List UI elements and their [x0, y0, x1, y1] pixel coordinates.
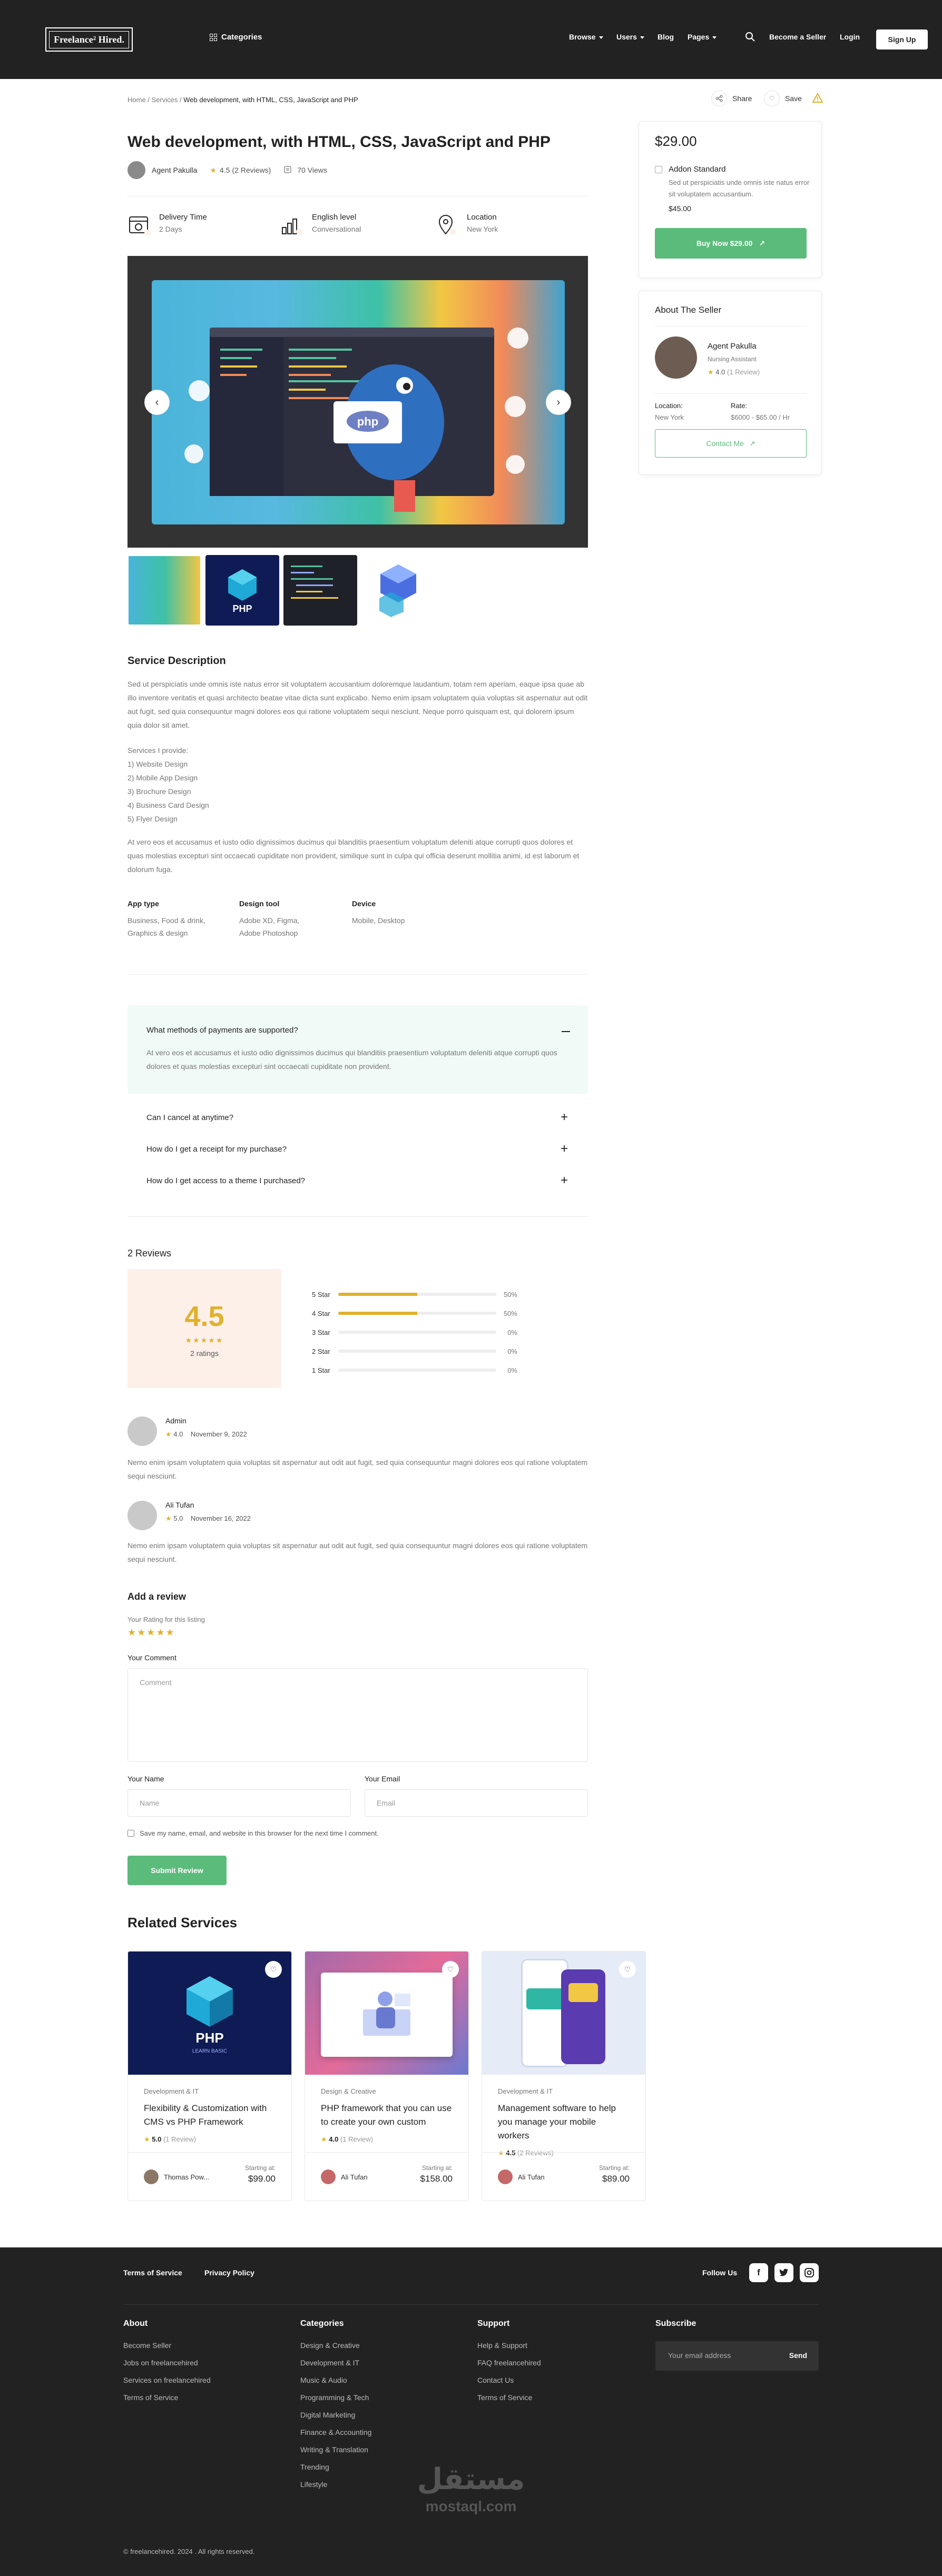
- footer-subscribe: Subscribe Your email address Send: [655, 2319, 819, 2371]
- comment-textarea[interactable]: Comment: [127, 1668, 588, 1762]
- categories-label: Categories: [221, 33, 262, 42]
- instagram-icon[interactable]: [800, 2263, 819, 2282]
- chevron-down-icon: [599, 36, 603, 39]
- feature-title: English level: [312, 213, 357, 222]
- comment-label: Your Comment: [127, 1653, 176, 1662]
- card-title[interactable]: Flexibility & Customization with CMS vs PHP Framework: [144, 2103, 267, 2127]
- footer-support: Support Help & Support FAQ freelancehired Contact Us Terms of Service: [477, 2319, 541, 2402]
- nav-pages[interactable]: Pages: [688, 33, 717, 41]
- watermark-text: mostaql.com: [425, 2498, 517, 2514]
- submit-review-button[interactable]: Submit Review: [127, 1856, 227, 1885]
- heart-icon[interactable]: ♡: [442, 1961, 459, 1978]
- card-seller: Thomas Pow...: [164, 2173, 209, 2181]
- price: $29.00: [655, 133, 697, 149]
- star-icon: ★: [708, 368, 714, 376]
- rating-count: 2 ratings: [190, 1349, 219, 1358]
- addon-title: Addon Standard: [669, 165, 726, 174]
- star-icon: ★: [165, 1514, 172, 1522]
- footer-privacy-link[interactable]: Privacy Policy: [204, 2268, 254, 2277]
- description-heading: Service Description: [127, 655, 226, 667]
- card-price: $89.00: [602, 2174, 630, 2184]
- seller-location: New York: [655, 413, 684, 421]
- follow-label: Follow Us: [702, 2268, 738, 2277]
- chevron-down-icon: [640, 36, 644, 39]
- categories-menu[interactable]: [210, 33, 262, 42]
- list-item: 1) Website Design: [127, 760, 188, 768]
- heart-icon: ♡: [764, 91, 780, 106]
- level-bars-icon: [280, 213, 303, 236]
- breadcrumb-current: Web development, with HTML, CSS, JavaScript and PHP: [183, 96, 358, 104]
- subscribe-form: [655, 2341, 819, 2371]
- location-pin-icon: [435, 213, 458, 236]
- buy-now-button[interactable]: Buy Now $29.00 ↗: [655, 228, 807, 259]
- arrow-up-right-icon: ↗: [759, 239, 766, 247]
- contact-me-button[interactable]: Contact Me ↗: [655, 429, 807, 458]
- footer-link[interactable]: Design & Creative: [300, 2341, 360, 2350]
- about-heading: About The Seller: [655, 305, 722, 315]
- star-icon: ★: [498, 2149, 504, 2157]
- service-card[interactable]: PHP LEARN BASIC ♡ Development & IT Flexibility & Customization with CMS vs PHP Framework ★ 5.0 (1 Review) Thomas Pow... Starting at: $99.00: [127, 1951, 292, 2201]
- footer-link[interactable]: Development & IT: [300, 2359, 360, 2367]
- list-item: 2) Mobile App Design: [127, 774, 198, 782]
- chevron-down-icon: [712, 36, 717, 39]
- faq-question[interactable]: What methods of payments are supported?: [146, 1026, 298, 1035]
- card-seller: Ali Tufan: [341, 2173, 368, 2181]
- review-text: Nemo enim ipsam voluptatem quia voluptas sit aspernatur aut odit aut fugit, sed quia consequuntur magni dolores eos qui ratione voluptatem sequi nesciunt.: [127, 1458, 588, 1480]
- logo-text: Freelance² Hired.: [49, 31, 129, 48]
- card-footer: Ali Tufan Starting at: $158.00: [305, 2152, 468, 2201]
- list-item: 3) Brochure Design: [127, 787, 191, 796]
- feature-english: [280, 213, 361, 236]
- become-seller-link[interactable]: Become a Seller: [769, 33, 827, 41]
- card-image-label: PHP: [195, 2030, 224, 2046]
- description-paragraph: Sed ut perspiciatis unde omnis iste natus error sit voluptatem accusantium doloremque laudantium, totam rem aperiam, eaque ipsa quae ab illo inventore veritatis et quasi architecto beatae vitae dicta sunt explicabo. Nemo enim ipsam voluptatem quia voluptas sit aspernatur aut odit aut fugit, sed quia consequuntur magni dolores eos qui ratione voluptatem sequi nesciunt. Neque porro quisquam est, qui dolorem ipsum quia dolor sit amet.: [127, 680, 588, 729]
- email-input[interactable]: Email: [365, 1789, 588, 1817]
- review-date: November 9, 2022: [190, 1430, 247, 1438]
- rating-bar-row: 3 Star 0%: [312, 1328, 517, 1336]
- footer-link[interactable]: Terms of Service: [477, 2393, 533, 2402]
- review-item: Ali Tufan ★ 5.0 November 16, 2022: [127, 1501, 251, 1530]
- php-label: php: [357, 415, 379, 428]
- footer-about: About Become Seller Jobs on freelancehired Services on freelancehired Terms of Service: [123, 2319, 211, 2402]
- avatar: [127, 1501, 157, 1530]
- login-link[interactable]: Login: [840, 33, 860, 41]
- save-label: Save: [785, 94, 802, 103]
- footer-link[interactable]: Finance & Accounting: [300, 2428, 372, 2436]
- footer-link[interactable]: Digital Marketing: [300, 2411, 356, 2419]
- avatar: [321, 2169, 336, 2184]
- share-action[interactable]: [711, 91, 752, 106]
- seller-rate: $6000 - $65.00 / Hr: [731, 413, 790, 421]
- gallery-thumb[interactable]: [127, 555, 201, 626]
- rating-bar-row: 2 Star 0%: [312, 1347, 517, 1355]
- plus-icon[interactable]: +: [561, 1173, 568, 1187]
- seller-avatar[interactable]: [655, 336, 697, 379]
- avatar: [127, 1416, 157, 1446]
- faq-question[interactable]: How do I get access to a theme I purchased?: [146, 1176, 306, 1185]
- rating-bar-fill: [338, 1293, 417, 1296]
- list-item: Services I provide:: [127, 746, 189, 755]
- rating-value: 4.5: [219, 166, 230, 174]
- rating-bar-row: 1 Star 0%: [312, 1366, 517, 1374]
- card-price: $158.00: [420, 2174, 453, 2184]
- star-icon: ★: [144, 2135, 150, 2143]
- star-icon: ★: [321, 2135, 327, 2143]
- rating-label: Your Rating for this listing: [127, 1616, 205, 1623]
- seller-avatar[interactable]: [127, 161, 145, 179]
- addon-option[interactable]: [655, 165, 811, 213]
- search-icon[interactable]: [745, 32, 755, 45]
- pricing-box: [639, 121, 822, 278]
- save-action[interactable]: [764, 91, 802, 106]
- reviewer-name: Ali Tufan: [165, 1501, 194, 1509]
- feature-delivery: [127, 213, 207, 236]
- nav-users[interactable]: Users: [616, 33, 644, 41]
- rating-summary: [127, 1269, 281, 1388]
- checkbox-label: Save my name, email, and website in this browser for the next time I comment.: [140, 1829, 379, 1837]
- feature-location: [435, 213, 498, 236]
- subscribe-send-button[interactable]: Send: [789, 2351, 807, 2360]
- gallery-next-button[interactable]: [546, 390, 571, 415]
- breadcrumb-home[interactable]: Home: [127, 96, 146, 104]
- breadcrumb: Home / Services / Web development, with HTML, CSS, JavaScript and PHP: [127, 96, 358, 104]
- review-text: Nemo enim ipsam voluptatem quia voluptas sit aspernatur aut odit aut fugit, sed quia consequuntur magni dolores eos qui ratione voluptatem sequi nesciunt.: [127, 1541, 588, 1563]
- minus-icon[interactable]: [562, 1031, 570, 1032]
- gallery-main-image: [152, 280, 565, 524]
- addon-price: $45.00: [669, 204, 691, 213]
- footer-link[interactable]: Become Seller: [123, 2341, 172, 2350]
- arrow-up-right-icon: ↗: [749, 439, 755, 448]
- rating-bar-fill: [338, 1312, 417, 1315]
- copyright: © freelancehired. 2024 . All rights reserved.: [123, 2548, 255, 2555]
- addon-text: Sed ut perspiciatis unde omnis iste natus error sit voluptatem accusantium.: [669, 179, 810, 198]
- spec-device: Device Mobile, Desktop: [352, 899, 405, 925]
- star-icon: ★: [210, 165, 217, 174]
- reviews-heading: 2 Reviews: [127, 1248, 172, 1259]
- avatar: [144, 2169, 159, 2184]
- card-price: $99.00: [248, 2174, 276, 2184]
- faq-question[interactable]: Can I cancel at anytime?: [146, 1113, 234, 1122]
- subscribe-email-input[interactable]: Your email address: [668, 2351, 731, 2360]
- email-label: Your Email: [365, 1775, 400, 1783]
- review-item: Admin ★ 4.0 November 9, 2022: [127, 1416, 247, 1446]
- php-cube-icon: [178, 1972, 241, 2030]
- site-header: [0, 0, 942, 79]
- avatar: [498, 2169, 513, 2184]
- feature-value: Conversational: [312, 225, 361, 233]
- footer-link[interactable]: Lifestyle: [300, 2480, 328, 2489]
- card-footer: Ali Tufan Starting at: $89.00: [482, 2152, 645, 2201]
- review-count: (2 Reviews): [232, 166, 271, 174]
- footer-link[interactable]: Services on freelancehired: [123, 2376, 211, 2384]
- share-icon: [711, 91, 727, 106]
- views-count: 70 Views: [297, 166, 327, 174]
- faq-question[interactable]: How do I get a receipt for my purchase?: [146, 1145, 287, 1154]
- divider: [127, 1216, 588, 1217]
- service-card[interactable]: ♡ Design & Creative PHP framework that you can use to create your own custom ★ 4.0 (1 Review) Ali Tufan Starting at: $158.00: [305, 1951, 469, 2201]
- checkbox[interactable]: [655, 166, 662, 173]
- rating-bar-row: 5 Star 50%: [312, 1290, 517, 1299]
- card-title[interactable]: Management software to help you manage your mobile workers: [498, 2103, 616, 2141]
- facebook-icon[interactable]: f: [749, 2263, 768, 2282]
- related-heading: Related Services: [127, 1915, 238, 1930]
- footer-categories: Categories Design & Creative Development & IT Music & Audio Programming & Tech Digital Marketing Finance & Accounting Writing & Translation Trending Lifestyle: [300, 2319, 372, 2489]
- service-title: Web development, with HTML, CSS, JavaScript and PHP: [127, 133, 551, 151]
- card-category: Design & Creative: [321, 2087, 376, 2095]
- gallery-thumb[interactable]: [205, 555, 279, 626]
- watermark-logo: مستقل: [417, 2462, 525, 2495]
- service-meta: [127, 161, 327, 179]
- about-seller-box: About The Seller Agent Pakulla Nursing Assistant ★ 4.0 (1 Review) Location: New York Rate: $6000 - $65.00 / Hr Contact Me ↗: [639, 291, 822, 475]
- grid-icon: [210, 34, 217, 41]
- site-footer: [0, 2247, 942, 2576]
- seller-role: Nursing Assistant: [708, 355, 757, 363]
- thumb-label: PHP: [232, 603, 252, 614]
- gallery-thumb[interactable]: [361, 555, 435, 626]
- seller-name[interactable]: Agent Pakulla: [152, 166, 198, 174]
- description-paragraph: At vero eos et accusamus et iusto odio dignissimos ducimus qui blanditiis praesentium voluptatum deleniti atque corrupti quos dolores et quas molestias excepturi sint occaecati cupiditate non provident, similique sunt in culpa qui officia deserunt mollitia animi, id est laborum et dolorum fuga.: [127, 838, 580, 874]
- name-label: Your Name: [127, 1775, 164, 1783]
- rating-bar-row: 4 Star 50%: [312, 1309, 517, 1317]
- footer-link[interactable]: Trending: [300, 2463, 329, 2471]
- card-category: Development & IT: [144, 2087, 199, 2095]
- divider: [127, 974, 588, 975]
- chevron-left-icon: ‹: [155, 396, 159, 408]
- signup-button[interactable]: Sign Up: [876, 29, 928, 49]
- heart-icon[interactable]: ♡: [619, 1961, 636, 1978]
- list-item: 4) Business Card Design: [127, 801, 209, 809]
- footer-link[interactable]: Music & Audio: [300, 2376, 347, 2384]
- feature-title: Delivery Time: [159, 213, 207, 222]
- views-icon: [283, 165, 292, 175]
- card-title[interactable]: PHP framework that you can use to create your own custom: [321, 2103, 452, 2127]
- review-date: November 16, 2022: [190, 1514, 251, 1522]
- site-logo[interactable]: [45, 27, 133, 52]
- nav-browse[interactable]: Browse: [569, 33, 603, 41]
- card-seller: Ali Tufan: [518, 2173, 545, 2181]
- star-icon: ★: [165, 1430, 172, 1438]
- card-image-sublabel: LEARN BASIC: [192, 2048, 228, 2054]
- chevron-right-icon: ›: [556, 396, 561, 408]
- share-label: Share: [732, 94, 752, 103]
- twitter-icon[interactable]: [774, 2263, 793, 2282]
- feature-value: New York: [467, 225, 498, 233]
- add-review-heading: Add a review: [127, 1591, 187, 1602]
- spec-app-type: App type Business, Food & drink, Graphics & design: [127, 899, 205, 937]
- footer-link[interactable]: Programming & Tech: [300, 2393, 369, 2402]
- rating-score: 4.5: [184, 1300, 224, 1332]
- rating-breakdown: [312, 1285, 517, 1380]
- footer-link[interactable]: Terms of Service: [123, 2393, 179, 2402]
- breadcrumb-services[interactable]: Services: [151, 96, 178, 104]
- footer-link[interactable]: Help & Support: [477, 2341, 527, 2350]
- card-category: Development & IT: [498, 2087, 553, 2095]
- rating-stars: ★★★★★: [185, 1335, 224, 1344]
- plus-icon[interactable]: +: [561, 1110, 568, 1124]
- footer-terms-link[interactable]: Terms of Service: [123, 2268, 182, 2277]
- footer-link[interactable]: Jobs on freelancehired: [123, 2359, 198, 2367]
- feature-value: 2 Days: [159, 225, 182, 233]
- feature-title: Location: [467, 213, 497, 222]
- footer-link[interactable]: Contact Us: [477, 2376, 514, 2384]
- gallery-thumb[interactable]: [283, 555, 357, 626]
- checkbox[interactable]: [127, 1830, 134, 1837]
- reviewer-name: Admin: [165, 1416, 187, 1425]
- nav-blog[interactable]: Blog: [658, 33, 674, 41]
- services-list: [127, 744, 209, 826]
- footer-link[interactable]: FAQ freelancehired: [477, 2359, 541, 2367]
- name-input[interactable]: Name: [127, 1789, 351, 1817]
- report-icon[interactable]: [812, 93, 823, 103]
- footer-link[interactable]: Writing & Translation: [300, 2445, 368, 2454]
- plus-icon[interactable]: +: [561, 1142, 568, 1156]
- spec-design-tool: Design tool Adobe XD, Figma, Adobe Photoshop: [239, 899, 300, 937]
- heart-icon[interactable]: ♡: [265, 1961, 282, 1978]
- gallery-prev-button[interactable]: [144, 390, 170, 415]
- remember-checkbox-row[interactable]: [127, 1829, 379, 1837]
- faq-answer: At vero eos et accusamus et iusto odio dignissimos ducimus qui blanditiis praesentium voluptatum deleniti atque corrupti quos dolores et quas molestias excepturi sint occaecati cupiditate non provident.: [146, 1048, 557, 1071]
- list-item: 5) Flyer Design: [127, 815, 178, 823]
- rating-input-stars[interactable]: ★★★★★: [127, 1627, 175, 1638]
- card-footer: Thomas Pow... Starting at: $99.00: [128, 2152, 291, 2201]
- calendar-icon: [127, 213, 151, 236]
- service-card[interactable]: ♡ Development & IT Management software to help you manage your mobile workers ★ 4.5 (2 Reviews) Ali Tufan Starting at: $89.00: [482, 1951, 646, 2201]
- seller-name[interactable]: Agent Pakulla: [708, 342, 757, 351]
